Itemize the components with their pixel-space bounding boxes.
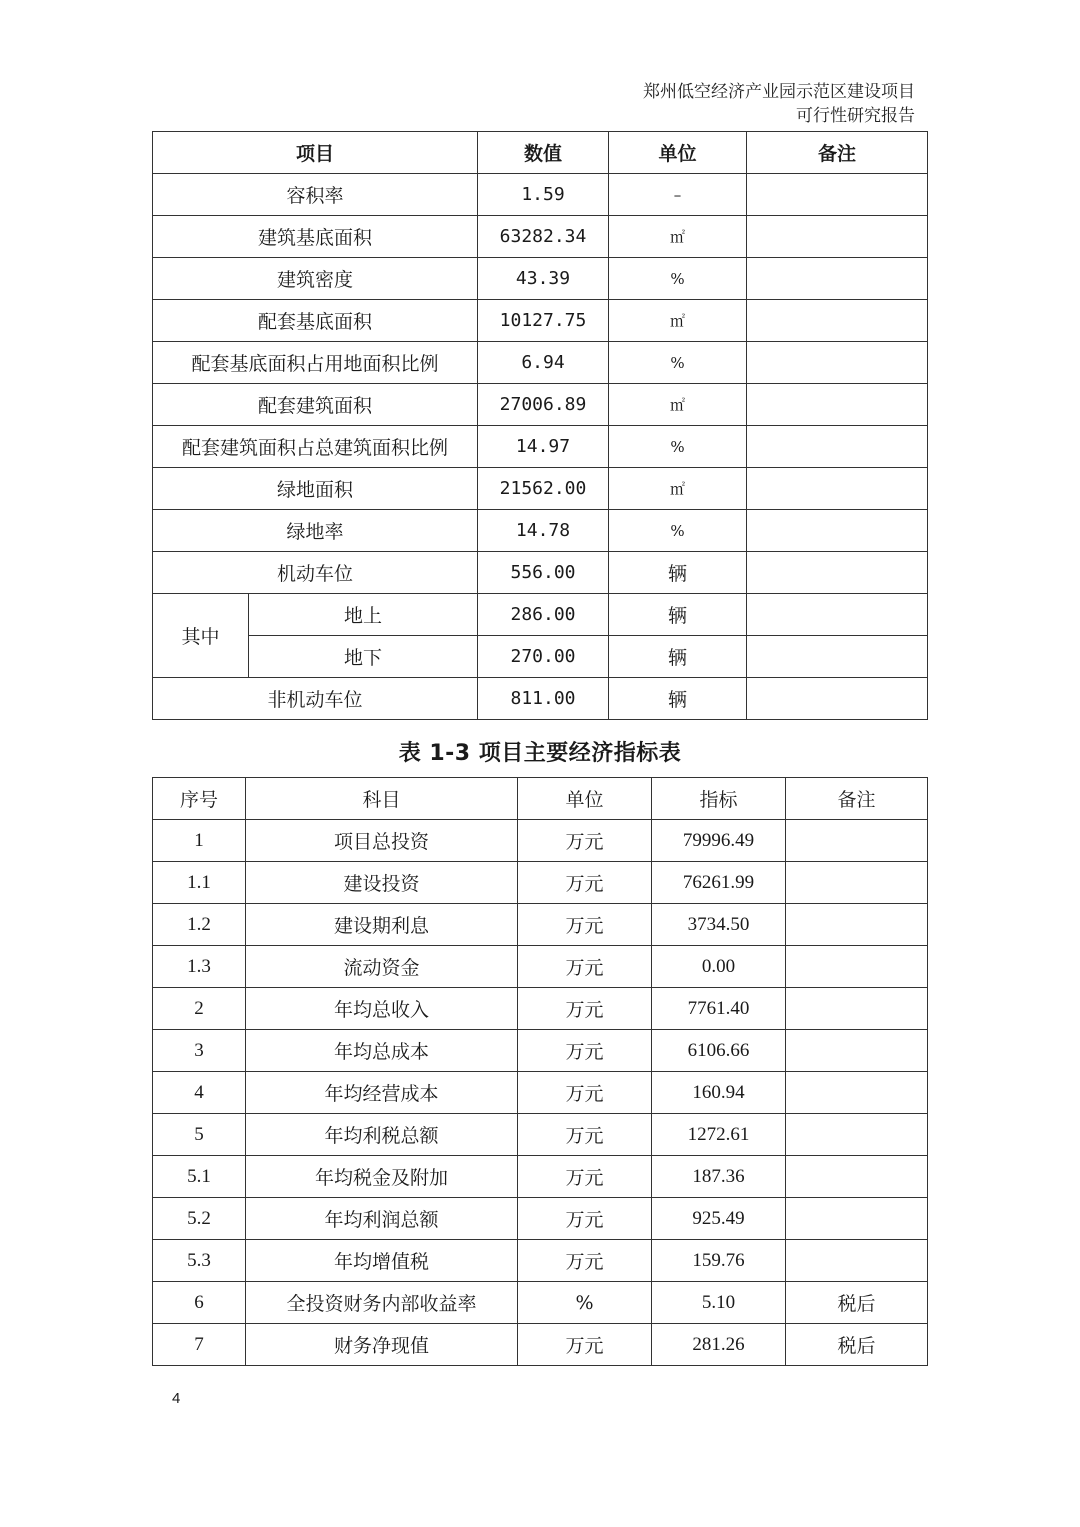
value-cell: 270.00	[478, 636, 609, 678]
item-cell: 配套基底面积	[153, 300, 478, 342]
subject-cell: 流动资金	[246, 946, 518, 988]
subject-cell: 全投资财务内部收益率	[246, 1282, 518, 1324]
value-cell: 187.36	[652, 1156, 786, 1198]
column-header: 备注	[786, 778, 928, 820]
table-row	[153, 946, 928, 988]
subject-cell: 财务净现值	[246, 1324, 518, 1366]
unit-cell: 万元	[518, 904, 652, 946]
index-cell: 5.1	[153, 1156, 246, 1198]
value-cell: 160.94	[652, 1072, 786, 1114]
subject-cell: 项目总投资	[246, 820, 518, 862]
unit-cell: 万元	[518, 862, 652, 904]
group-label: 其中	[153, 594, 249, 678]
unit-cell: 万元	[518, 1072, 652, 1114]
table-row	[153, 1114, 928, 1156]
subject-cell: 年均利润总额	[246, 1198, 518, 1240]
note-cell	[786, 1240, 928, 1282]
note-cell	[786, 988, 928, 1030]
unit-cell: ㎡	[609, 468, 747, 510]
unit-cell: ㎡	[609, 384, 747, 426]
table-row	[153, 510, 928, 552]
note-cell	[747, 216, 928, 258]
column-header: 序号	[153, 778, 246, 820]
table-header-row	[153, 132, 928, 174]
note-cell	[747, 636, 928, 678]
item-cell: 绿地面积	[153, 468, 478, 510]
column-header: 项目	[153, 132, 478, 174]
column-header: 科目	[246, 778, 518, 820]
table-row	[153, 1030, 928, 1072]
subject-cell: 年均增值税	[246, 1240, 518, 1282]
value-cell: 925.49	[652, 1198, 786, 1240]
item-cell: 地下	[249, 636, 478, 678]
value-cell: 1272.61	[652, 1114, 786, 1156]
table-row	[153, 300, 928, 342]
item-cell: 机动车位	[153, 552, 478, 594]
unit-cell: %	[609, 510, 747, 552]
subject-cell: 年均总成本	[246, 1030, 518, 1072]
header-report-title: 可行性研究报告	[796, 106, 915, 126]
unit-cell: –	[609, 174, 747, 216]
unit-cell: 辆	[609, 678, 747, 720]
unit-cell: 辆	[609, 594, 747, 636]
header-project-title: 郑州低空经济产业园示范区建设项目	[643, 82, 915, 102]
value-cell: 556.00	[478, 552, 609, 594]
index-cell: 2	[153, 988, 246, 1030]
note-cell	[747, 594, 928, 636]
value-cell: 6106.66	[652, 1030, 786, 1072]
index-cell: 5.2	[153, 1198, 246, 1240]
unit-cell: 辆	[609, 636, 747, 678]
value-cell: 10127.75	[478, 300, 609, 342]
note-cell	[747, 300, 928, 342]
index-cell: 1	[153, 820, 246, 862]
unit-cell: 万元	[518, 1324, 652, 1366]
index-cell: 5.3	[153, 1240, 246, 1282]
table-row	[153, 904, 928, 946]
economic-table-body	[153, 820, 928, 1366]
table-row	[153, 216, 928, 258]
unit-cell: 万元	[518, 1030, 652, 1072]
value-cell: 281.26	[652, 1324, 786, 1366]
note-cell	[786, 904, 928, 946]
page-header	[643, 80, 915, 128]
table-row	[153, 174, 928, 216]
item-cell: 配套建筑面积	[153, 384, 478, 426]
note-cell	[747, 426, 928, 468]
group-row	[153, 636, 928, 678]
value-cell: 811.00	[478, 678, 609, 720]
item-cell: 配套建筑面积占总建筑面积比例	[153, 426, 478, 468]
table-row	[153, 1198, 928, 1240]
unit-cell: 万元	[518, 1198, 652, 1240]
table-caption: 表 1-3 项目主要经济指标表	[398, 741, 682, 766]
value-cell: 14.97	[478, 426, 609, 468]
index-cell: 3	[153, 1030, 246, 1072]
note-cell	[747, 174, 928, 216]
item-cell: 建筑密度	[153, 258, 478, 300]
unit-cell: %	[518, 1282, 652, 1324]
note-cell	[786, 1156, 928, 1198]
index-cell: 1.3	[153, 946, 246, 988]
unit-cell: %	[609, 426, 747, 468]
subject-cell: 年均税金及附加	[246, 1156, 518, 1198]
table-row	[153, 426, 928, 468]
item-cell: 容积率	[153, 174, 478, 216]
table-row	[153, 384, 928, 426]
unit-cell: ㎡	[609, 216, 747, 258]
value-cell: 0.00	[652, 946, 786, 988]
unit-cell: 万元	[518, 988, 652, 1030]
note-cell	[786, 1072, 928, 1114]
table-row	[153, 820, 928, 862]
table-row	[153, 258, 928, 300]
indicator-table-body	[153, 174, 928, 720]
table-row	[153, 1072, 928, 1114]
group-row	[153, 594, 928, 636]
value-cell: 27006.89	[478, 384, 609, 426]
item-cell: 地上	[249, 594, 478, 636]
table-row	[153, 988, 928, 1030]
value-cell: 21562.00	[478, 468, 609, 510]
value-cell: 1.59	[478, 174, 609, 216]
column-header: 数值	[478, 132, 609, 174]
table-row	[153, 552, 928, 594]
subject-cell: 建设期利息	[246, 904, 518, 946]
table-row	[153, 468, 928, 510]
note-cell	[747, 678, 928, 720]
subject-cell: 年均总收入	[246, 988, 518, 1030]
index-cell: 6	[153, 1282, 246, 1324]
note-cell: 税后	[786, 1282, 928, 1324]
column-header: 备注	[747, 132, 928, 174]
value-cell: 6.94	[478, 342, 609, 384]
column-header: 指标	[652, 778, 786, 820]
note-cell	[747, 384, 928, 426]
economic-indicator-table	[152, 777, 928, 1366]
unit-cell: 万元	[518, 1114, 652, 1156]
value-cell: 159.76	[652, 1240, 786, 1282]
table-row	[153, 342, 928, 384]
unit-cell: 辆	[609, 552, 747, 594]
page-number: 4	[172, 1390, 181, 1407]
unit-cell: 万元	[518, 1240, 652, 1282]
note-cell	[747, 468, 928, 510]
column-header: 单位	[609, 132, 747, 174]
index-cell: 1.2	[153, 904, 246, 946]
item-cell: 建筑基底面积	[153, 216, 478, 258]
table-row	[153, 1240, 928, 1282]
note-cell	[786, 1198, 928, 1240]
table-row	[153, 862, 928, 904]
note-cell	[786, 1030, 928, 1072]
indicator-table	[152, 131, 928, 720]
value-cell: 14.78	[478, 510, 609, 552]
table-row	[153, 1156, 928, 1198]
unit-cell: 万元	[518, 946, 652, 988]
item-cell: 非机动车位	[153, 678, 478, 720]
table-header-row	[153, 778, 928, 820]
note-cell: 税后	[786, 1324, 928, 1366]
table-row	[153, 678, 928, 720]
value-cell: 7761.40	[652, 988, 786, 1030]
item-cell: 配套基底面积占用地面积比例	[153, 342, 478, 384]
note-cell	[786, 946, 928, 988]
index-cell: 5	[153, 1114, 246, 1156]
note-cell	[747, 258, 928, 300]
unit-cell: %	[609, 342, 747, 384]
value-cell: 76261.99	[652, 862, 786, 904]
note-cell	[786, 820, 928, 862]
note-cell	[747, 510, 928, 552]
value-cell: 43.39	[478, 258, 609, 300]
index-cell: 7	[153, 1324, 246, 1366]
subject-cell: 年均经营成本	[246, 1072, 518, 1114]
value-cell: 3734.50	[652, 904, 786, 946]
note-cell	[786, 1114, 928, 1156]
unit-cell: ㎡	[609, 300, 747, 342]
value-cell: 286.00	[478, 594, 609, 636]
value-cell: 79996.49	[652, 820, 786, 862]
index-cell: 4	[153, 1072, 246, 1114]
unit-cell: 万元	[518, 820, 652, 862]
table-row	[153, 1282, 928, 1324]
note-cell	[747, 552, 928, 594]
unit-cell: 万元	[518, 1156, 652, 1198]
value-cell: 63282.34	[478, 216, 609, 258]
subject-cell: 建设投资	[246, 862, 518, 904]
unit-cell: %	[609, 258, 747, 300]
value-cell: 5.10	[652, 1282, 786, 1324]
note-cell	[786, 862, 928, 904]
index-cell: 1.1	[153, 862, 246, 904]
table-row	[153, 1324, 928, 1366]
note-cell	[747, 342, 928, 384]
item-cell: 绿地率	[153, 510, 478, 552]
subject-cell: 年均利税总额	[246, 1114, 518, 1156]
column-header: 单位	[518, 778, 652, 820]
